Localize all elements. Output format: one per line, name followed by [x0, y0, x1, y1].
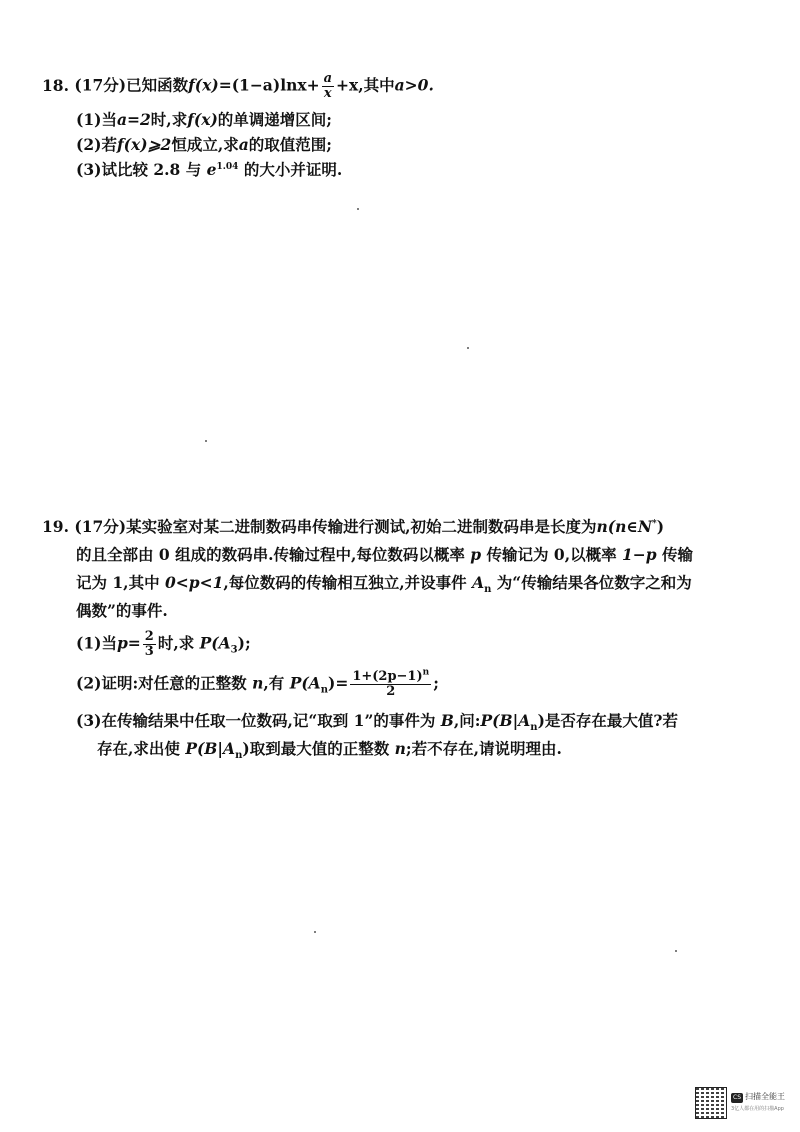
q18-score: (17分) [74, 75, 127, 95]
scan-speck [205, 440, 207, 442]
stamp-title: 扫描全能王 [745, 1092, 785, 1101]
q19-stem-line2: 的且全部由 0 组成的数码串.传输过程中,每位数码以概率 p 传输记为 0,以概率 1−p 传输 [76, 545, 694, 564]
q19-score: (17分) [74, 517, 127, 536]
q18-fraction: $\frac{a}{x}$ [323, 71, 333, 101]
cs-logo: CS [733, 1094, 741, 1101]
q19-stem-line4: 偶数”的事件. [76, 601, 168, 620]
q18-stem-text: 已知函数 [126, 75, 189, 95]
q18-exponent: 1.04 [216, 161, 239, 172]
q18-number: 18. [42, 75, 69, 95]
q19-stem-line1: 19. (17分)某实验室对某二进制数码串传输进行测试,初始二进制数码串是长度为n(n∈N*) [42, 515, 664, 539]
q18-part2: (2)若f(x)⩾2恒成立,求a的取值范围; [76, 135, 333, 154]
q19-part2: (2)证明:对任意的正整数 n,有 $P(A_n)=$ $\frac{1+(2p-1)^n}{2}$ ; [76, 667, 439, 699]
scan-speck [675, 950, 677, 952]
q18-equation-part-a: =(1−a)lnx+ [218, 75, 320, 95]
q19-stem-line3: 记为 1,其中 0<p<1,每位数码的传输相互独立,并设事件 $A_n$ 为“传输结果各位数字之和为 [76, 573, 692, 596]
scan-speck [357, 208, 359, 210]
q19-part3-line2: 存在,求出使 $P(B|A_n)$取到最大值的正整数 n;若不存在,请说明理由. [97, 739, 562, 762]
stamp-subtitle: 3亿人都在用的扫描App [731, 1106, 784, 1112]
q18-stem [42, 72, 434, 101]
q18-part1: (1)当a=2时,求f(x)的单调递增区间; [76, 110, 333, 129]
qr-code-icon [695, 1087, 727, 1119]
q19-p1-fraction: $\frac{2}{3}$ [144, 629, 154, 659]
q19-number: 19. [42, 517, 69, 536]
scanner-watermark [695, 1084, 791, 1122]
q18-function-name: f(x) [188, 75, 219, 95]
q18-equation-part-b: +x,其中 [336, 75, 395, 95]
q19-part3-line1: (3)在传输结果中任取一位数码,记“取到 1”的事件为 B,问$:P(B|A_n)$是否存在最大值?若 [76, 711, 678, 734]
q19-part1: (1)当p= $\frac{2}{3}$ 时,求 $P(A_3)$; [76, 629, 251, 659]
q18-condition: a>0. [394, 75, 434, 95]
scan-speck [314, 931, 316, 933]
q19-p2-fraction: $\frac{1+(2p-1)^n}{2}$ [352, 667, 430, 699]
q18-part3: (3)试比较 2.8 与 $e^{1.04}$ 的大小并证明. [76, 160, 343, 179]
scan-speck [467, 347, 469, 349]
